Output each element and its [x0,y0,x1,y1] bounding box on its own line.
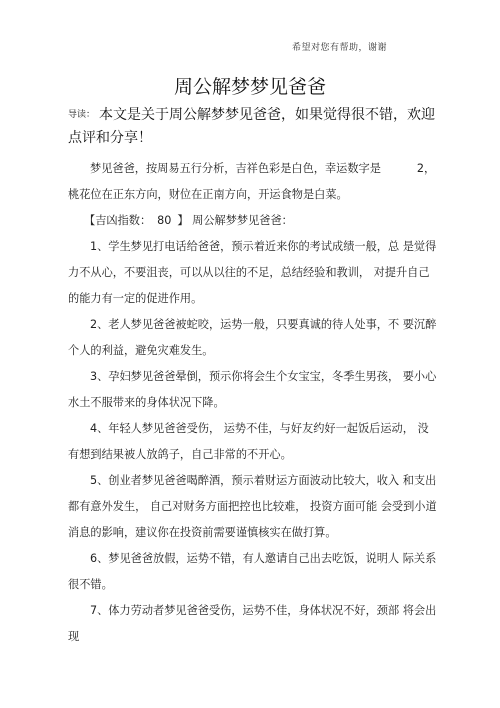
list-item: 5、创业者梦见爸爸喝醉酒，预示着财运方面波动比较大，收入 和支出都有意外发生， 自己对财务方面把控也比较难， 投资方面可能 会受到小道消息的影响，建议你在投资前需要谨慎核实在做打算。 [68,474,437,539]
intro-text: 本文是关于周公解梦梦见爸爸，如果觉得很不错，欢迎 点评和分享！ [68,107,436,146]
summary-part2: 桃花位在正东方向，财位在正南方向，开运食物是白菜。 [68,188,348,201]
summary-paragraph [68,156,438,208]
header-note: 希望对您有帮助，谢谢 [292,43,388,53]
intro-paragraph [68,104,440,150]
list-item: 6、梦见爸爸放假，运势不错，有人邀请自己出去吃饭，说明人 际关系很不错。 [68,552,437,591]
lucky-number: 2， [416,162,436,175]
list-item: 7、体力劳动者梦见爸爸受伤，运势不佳，身体状况不好，颈部 将会出现 [68,604,437,643]
score-value: 80 [157,214,172,227]
list-item: 2、老人梦见爸爸被蛇咬，运势一般，只要真诚的待人处事，不 要沉醉个人的利益，避免灾难发生。 [68,318,437,357]
list-item: 1、学生梦见打电话给爸爸，预示着近来你的考试成绩一般，总 是觉得力不从心，不要沮丧，可以从以往的不足，总结经验和教训， 对提升自己的能力有一定的促进作用。 [68,240,437,305]
page-title: 周公解梦梦见爸爸 [173,76,326,98]
score-open: 【吉凶指数： [84,214,152,227]
score-close: 】 周公解梦梦见爸爸： [177,214,293,227]
list-item: 3、孕妇梦见爸爸晕倒，预示你将会生个女宝宝，冬季生男孩， 要小心水土不服带来的身体状况下降。 [68,370,437,409]
score-line [68,208,438,234]
summary-part1: 梦见爸爸，按周易五行分析，吉祥色彩是白色，幸运数字是 [90,162,381,175]
intro-label: 导读： [68,110,96,120]
list-item: 4、年轻人梦见爸爸受伤， 运势不佳，与好友约好一起饭后运动， 没有想到结果被人放鸽子，自己非常的不开心。 [68,422,429,461]
dream-list [68,234,438,650]
